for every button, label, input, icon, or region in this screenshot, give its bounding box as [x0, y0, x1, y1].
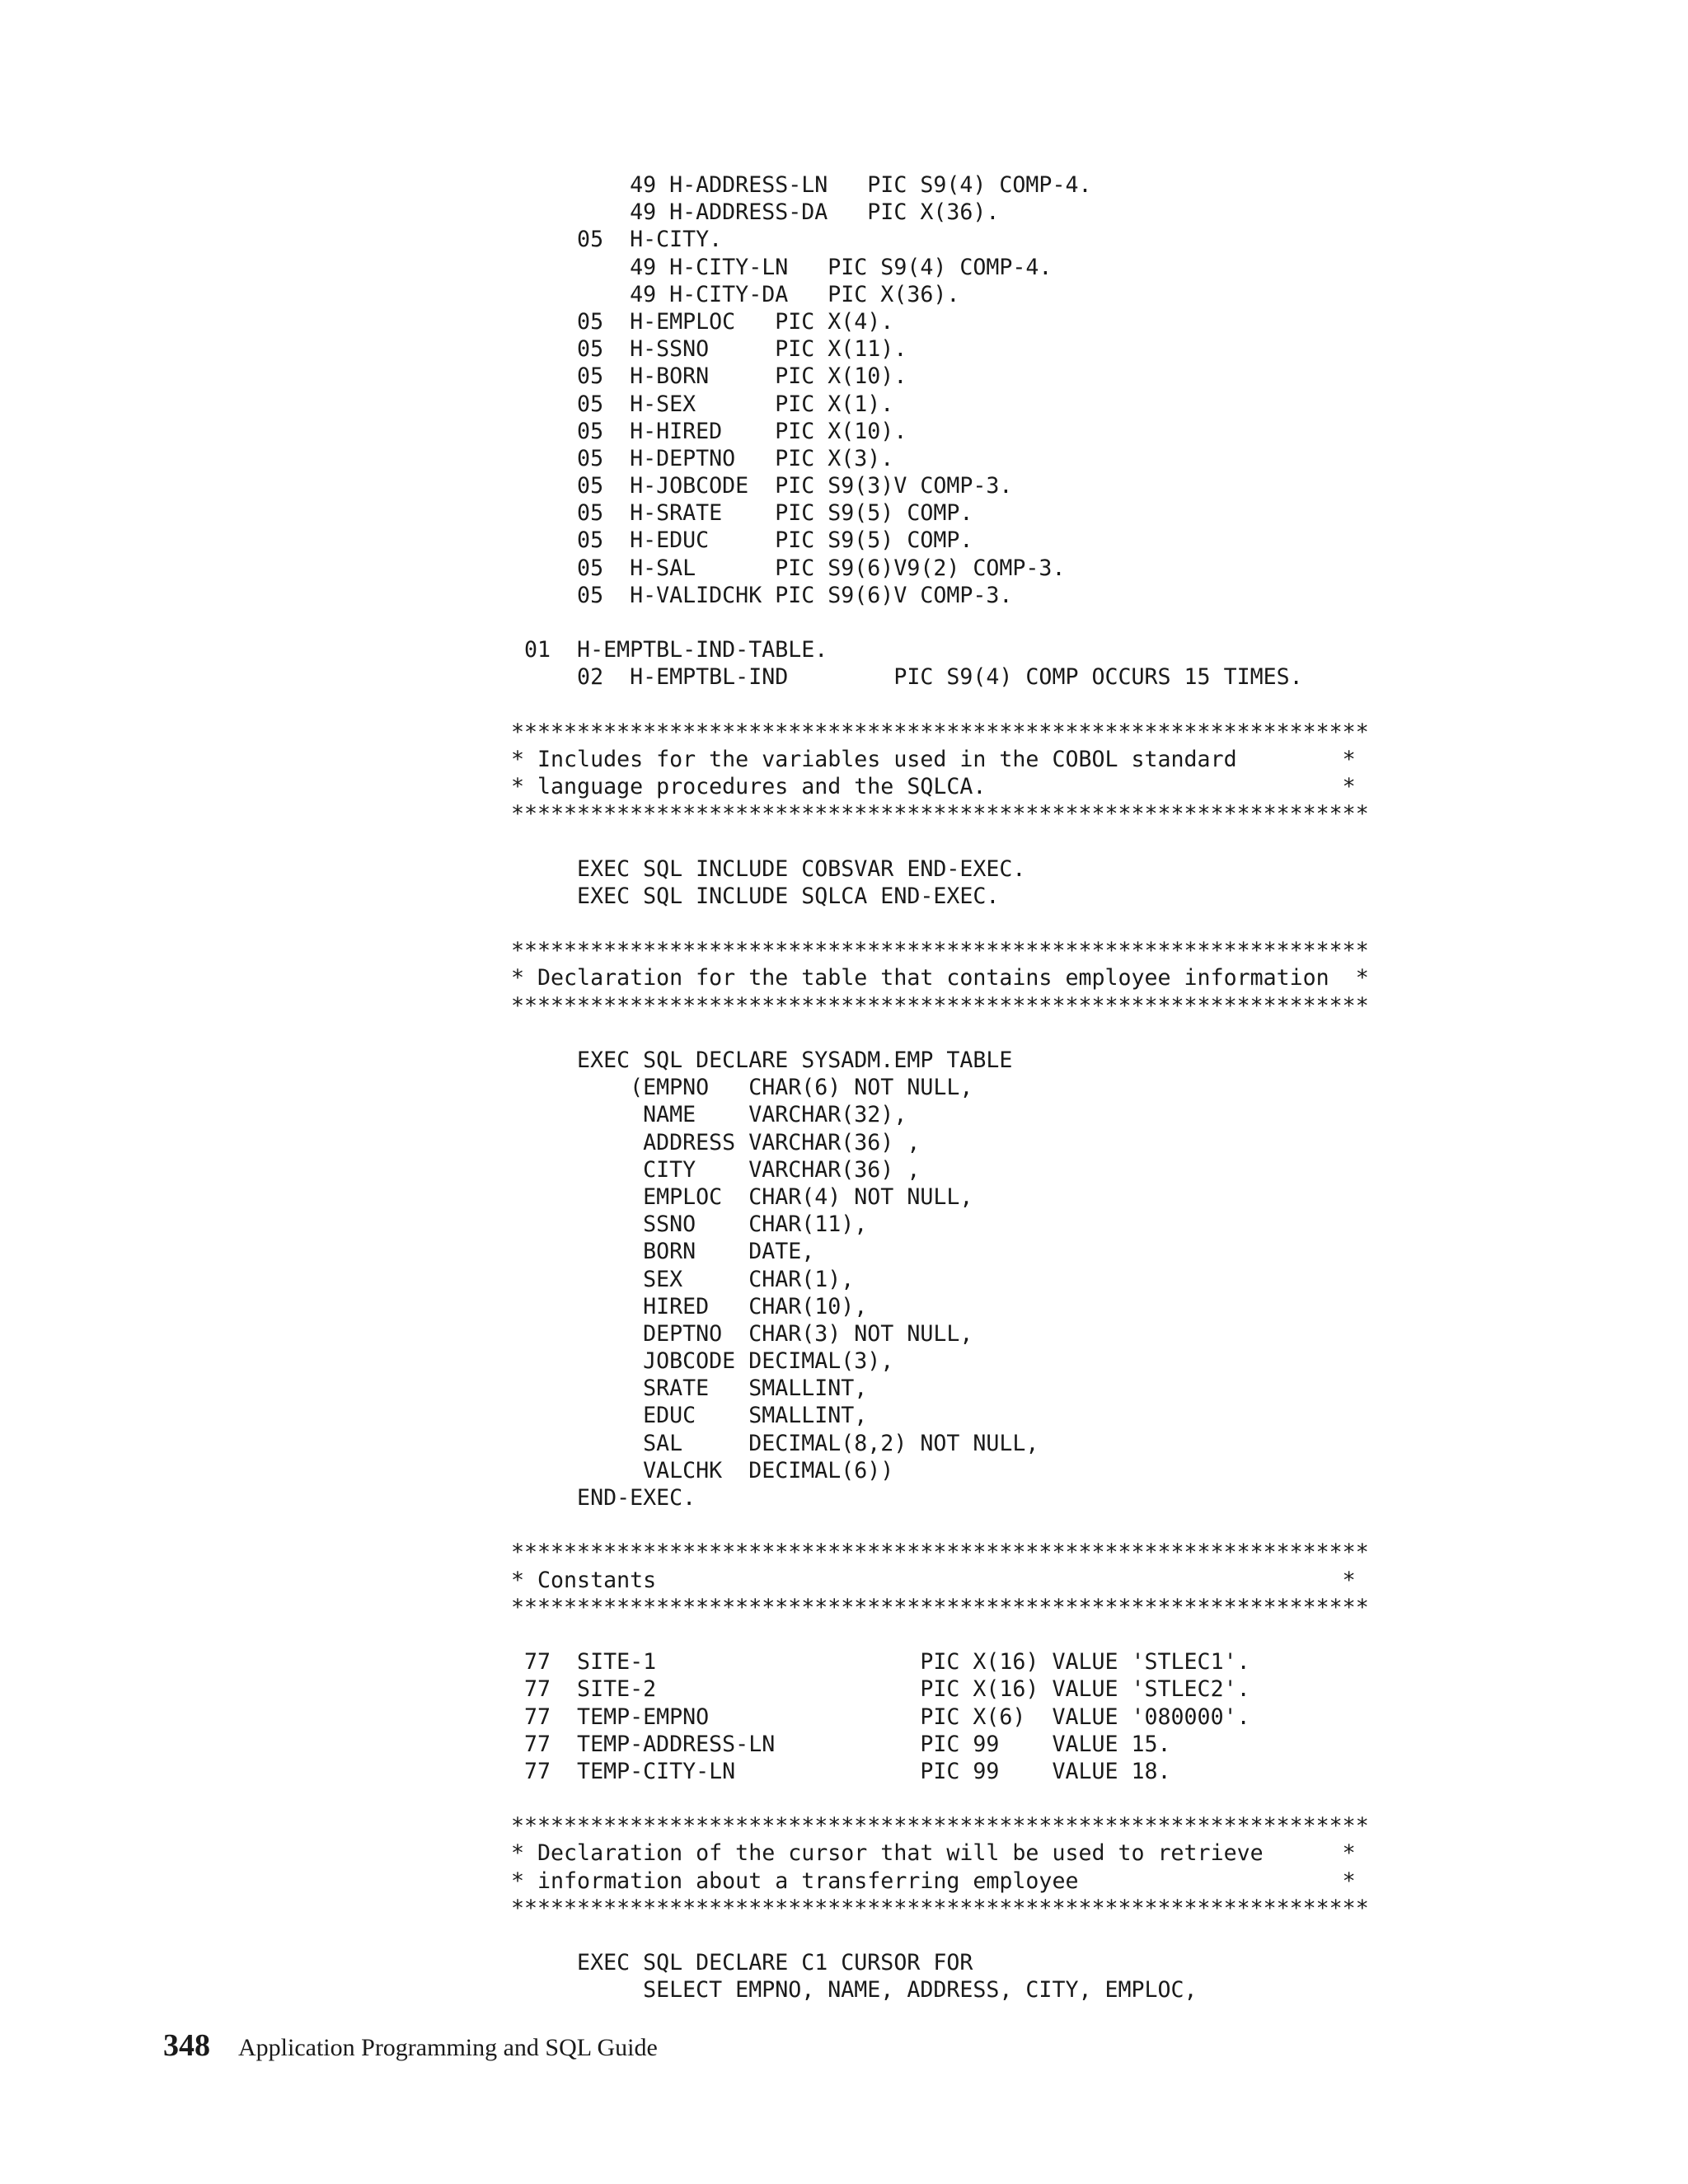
book-title: Application Programming and SQL Guide	[238, 2034, 658, 2061]
code-line: 77 SITE-2 PIC X(16) VALUE 'STLEC2'.	[511, 1676, 1250, 1703]
code-line: 05 H-SEX PIC X(1).	[511, 391, 894, 417]
page-number: 348	[163, 2028, 210, 2063]
code-line: 05 H-JOBCODE PIC S9(3)V COMP-3.	[511, 473, 1013, 499]
code-line: 77 TEMP-CITY-LN PIC 99 VALUE 18.	[511, 1758, 1171, 1784]
code-line: 05 H-SSNO PIC X(11).	[511, 336, 907, 363]
page-footer	[163, 2027, 658, 2064]
code-line: *****************************************************************	[511, 938, 1369, 964]
code-line: EXEC SQL INCLUDE SQLCA END-EXEC.	[511, 883, 1000, 909]
code-line	[511, 1511, 1369, 1539]
code-line: 77 TEMP-EMPNO PIC X(6) VALUE '080000'.	[511, 1704, 1250, 1730]
code-line	[511, 691, 1369, 719]
code-line: 05 H-EDUC PIC S9(5) COMP.	[511, 527, 973, 554]
code-line: 77 SITE-1 PIC X(16) VALUE 'STLEC1'.	[511, 1649, 1250, 1675]
code-line: 49 H-ADDRESS-DA PIC X(36).	[511, 199, 1000, 226]
code-line: * Declaration for the table that contains employee information *	[511, 965, 1369, 991]
code-line: *****************************************************************	[511, 1540, 1369, 1566]
code-line: 05 H-BORN PIC X(10).	[511, 363, 907, 390]
code-line: EDUC SMALLINT,	[511, 1403, 868, 1429]
code-line: 05 H-EMPLOC PIC X(4).	[511, 308, 894, 335]
code-line: * language procedures and the SQLCA. *	[511, 774, 1356, 800]
code-line: 05 H-DEPTNO PIC X(3).	[511, 445, 894, 471]
code-line	[511, 1922, 1369, 1949]
code-line	[511, 910, 1369, 937]
code-line: EXEC SQL DECLARE SYSADM.EMP TABLE	[511, 1047, 1013, 1073]
code-line: CITY VARCHAR(36) ,	[511, 1156, 921, 1183]
code-line: HIRED CHAR(10),	[511, 1293, 868, 1319]
code-line	[511, 1621, 1369, 1648]
code-line: 05 H-CITY.	[511, 227, 723, 253]
code-line: *****************************************************************	[511, 992, 1369, 1019]
code-line: SEX CHAR(1),	[511, 1266, 855, 1292]
code-line: * Includes for the variables used in the COBOL standard *	[511, 746, 1356, 772]
code-line: *****************************************************************	[511, 1813, 1369, 1840]
code-line: SSNO CHAR(11),	[511, 1212, 868, 1238]
code-line: SAL DECIMAL(8,2) NOT NULL,	[511, 1430, 1039, 1456]
code-line: 49 H-CITY-DA PIC X(36).	[511, 281, 960, 307]
code-line: END-EXEC.	[511, 1485, 696, 1511]
code-line: 02 H-EMPTBL-IND PIC S9(4) COMP OCCURS 15 TIMES.	[511, 664, 1303, 691]
code-line: DEPTNO CHAR(3) NOT NULL,	[511, 1320, 973, 1347]
cobol-code-listing	[511, 171, 1369, 2004]
code-line: *****************************************************************	[511, 1895, 1369, 1921]
code-line: ADDRESS VARCHAR(36) ,	[511, 1129, 921, 1155]
code-line: *****************************************************************	[511, 1594, 1369, 1620]
code-line: 05 H-SAL PIC S9(6)V9(2) COMP-3.	[511, 555, 1066, 581]
code-line: BORN DATE,	[511, 1239, 815, 1265]
code-line: EXEC SQL DECLARE C1 CURSOR FOR	[511, 1950, 973, 1976]
code-line: * Declaration of the cursor that will be used to retrieve *	[511, 1840, 1356, 1867]
code-line: 77 TEMP-ADDRESS-LN PIC 99 VALUE 15.	[511, 1731, 1171, 1757]
code-line: SRATE SMALLINT,	[511, 1376, 868, 1402]
code-line: (EMPNO CHAR(6) NOT NULL,	[511, 1075, 973, 1101]
code-line: EMPLOC CHAR(4) NOT NULL,	[511, 1183, 973, 1210]
code-line: *****************************************************************	[511, 719, 1369, 745]
code-line: JOBCODE DECIMAL(3),	[511, 1348, 894, 1375]
code-line	[511, 828, 1369, 855]
code-line	[511, 1019, 1369, 1047]
code-line: 05 H-VALIDCHK PIC S9(6)V COMP-3.	[511, 582, 1013, 608]
code-line: 49 H-ADDRESS-LN PIC S9(4) COMP-4.	[511, 172, 1092, 198]
code-line: 01 H-EMPTBL-IND-TABLE.	[511, 637, 828, 663]
code-line	[511, 609, 1369, 636]
code-line: * Constants *	[511, 1567, 1356, 1593]
code-line: NAME VARCHAR(32),	[511, 1102, 907, 1128]
code-line: SELECT EMPNO, NAME, ADDRESS, CITY, EMPLOC,	[511, 1977, 1198, 2004]
code-line	[511, 1785, 1369, 1812]
code-line: 49 H-CITY-LN PIC S9(4) COMP-4.	[511, 254, 1053, 280]
code-line: 05 H-SRATE PIC S9(5) COMP.	[511, 500, 973, 527]
code-line: *****************************************************************	[511, 801, 1369, 827]
code-line: EXEC SQL INCLUDE COBSVAR END-EXEC.	[511, 855, 1026, 882]
code-line: VALCHK DECIMAL(6))	[511, 1457, 894, 1483]
code-line: 05 H-HIRED PIC X(10).	[511, 418, 907, 444]
code-line: * information about a transferring employee *	[511, 1868, 1356, 1894]
